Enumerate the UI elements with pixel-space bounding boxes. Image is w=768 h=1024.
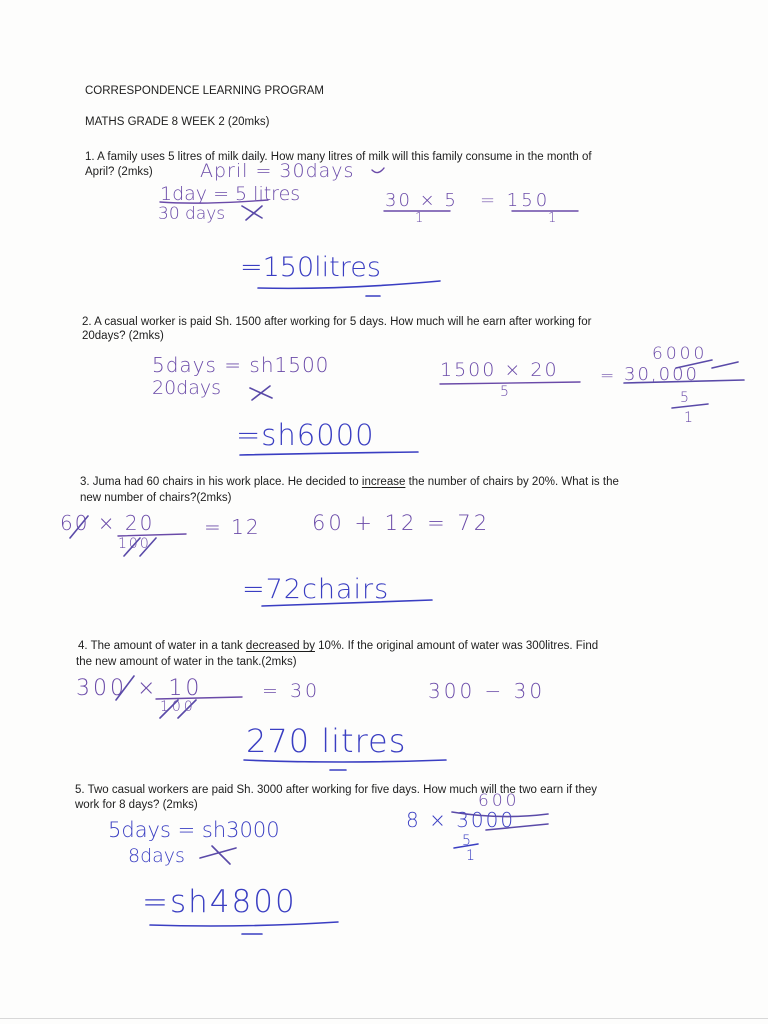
q5-work-5days: 5days = sh3000	[108, 818, 280, 842]
program-title: CORRESPONDENCE LEARNING PROGRAM	[85, 85, 324, 97]
q1-underline-oneday	[160, 200, 268, 203]
q5-answer-underline	[150, 922, 338, 926]
page-bottom-edge	[0, 1018, 768, 1019]
question-1-text-line2: April? (2mks)	[85, 166, 153, 178]
q4-work-result: = 30	[262, 680, 321, 702]
q5-strike-line	[486, 824, 548, 830]
question-5-text-line2: work for 8 days? (2mks)	[75, 799, 198, 811]
q5-3000-underline	[452, 812, 548, 817]
q2-work-denominator: 5	[500, 384, 509, 400]
q3-work-denominator: 100	[118, 536, 151, 552]
q1-answer: =150litres	[240, 252, 381, 283]
q1-work-product: 30 × 5	[385, 190, 458, 211]
q3-cancel-zeros	[70, 516, 156, 556]
question-5-text-line1: 5. Two casual workers are paid Sh. 3000 after working for five days. How much will the two earn if they	[75, 784, 598, 796]
q5-work-product: 8 × 3000	[406, 808, 516, 832]
q4-fraction-bar	[156, 697, 242, 699]
q4-work-difference: 300 − 30	[428, 679, 546, 703]
q3-work-sum: 60 + 12 = 72	[312, 511, 491, 535]
q1-cross-mark	[242, 206, 262, 220]
q1-work-oneday: 1day = 5 litres	[160, 183, 301, 205]
q5-work-1: 1	[466, 848, 475, 864]
q1-work-result: = 150	[480, 190, 551, 211]
question-3-text-line2: new number of chairs?(2mks)	[80, 492, 232, 504]
question-2-text-line1: 2. A casual worker is paid Sh. 1500 after working for 5 days. How much will he earn after working for	[82, 316, 592, 328]
keyword-decreased-by: decreased by	[245, 640, 315, 652]
q2-30000-underline	[624, 380, 744, 383]
q2-answer-underline	[240, 452, 418, 455]
q5-work-8days: 8days	[128, 845, 185, 867]
q2-cancel-zeros	[676, 360, 738, 368]
worksheet-title: MATHS GRADE 8 WEEK 2 (20mks)	[85, 116, 270, 128]
q2-work-equals: =	[600, 366, 615, 386]
question-2-text-line2: 20days? (2mks)	[82, 330, 164, 342]
q1-answer-underline	[258, 281, 440, 288]
q3-answer-underline	[262, 600, 432, 606]
q4-work-denominator: 100	[160, 699, 196, 715]
question-3-text-line1: 3. Juma had 60 chairs in his work place. He decided to increase the number of chairs by 20%. What is the	[80, 476, 619, 488]
question-1-text-line1: 1. A family uses 5 litres of milk daily. How many litres of milk will this family consume in the month of	[85, 151, 592, 163]
q4-cancel-zeros	[116, 676, 196, 718]
q2-work-5: 5	[680, 390, 689, 406]
q5-work-600: 600	[478, 791, 520, 811]
q2-fraction-bar	[440, 382, 580, 384]
q2-5-bar	[672, 404, 708, 408]
q4-answer-underline	[244, 760, 446, 762]
q3-work-result: = 12	[204, 515, 261, 539]
q5-work-5: 5	[462, 833, 471, 849]
q1-april-brace	[372, 168, 384, 173]
q3-fraction-bar	[118, 534, 186, 536]
q5-cross-mark	[200, 846, 236, 864]
q4-work-product: 300 × 10	[76, 676, 203, 701]
q1-work-denominator: 1	[415, 211, 424, 226]
q5-answer: =sh4800	[142, 884, 297, 920]
q1-work-result-denominator: 1	[548, 211, 557, 226]
q1-work-april: April = 30days	[200, 160, 355, 182]
q2-work-6000: 6000	[652, 344, 708, 364]
q5-5-bar	[454, 844, 478, 848]
q2-work-1: 1	[684, 410, 693, 426]
q3-answer: =72chairs	[242, 574, 390, 605]
q2-work-30000: 30,000	[624, 364, 699, 385]
q2-answer: =sh6000	[236, 418, 375, 452]
question-4-text-line2: the new amount of water in the tank.(2mks)	[76, 656, 297, 668]
q2-work-5days: 5days = sh1500	[152, 353, 330, 377]
question-4-text-line1: 4. The amount of water in a tank decreased by 10%. If the original amount of water was 300litres. Find	[78, 640, 599, 652]
q2-work-20days: 20days	[152, 377, 222, 399]
q3-work-product: 60 × 20	[60, 511, 155, 535]
keyword-increase: increase	[361, 476, 406, 488]
q2-cross-mark	[250, 386, 272, 400]
q4-answer: 270 litres	[246, 722, 407, 760]
q1-work-30days: 30 days	[158, 204, 226, 224]
q2-work-product: 1500 × 20	[440, 359, 559, 381]
